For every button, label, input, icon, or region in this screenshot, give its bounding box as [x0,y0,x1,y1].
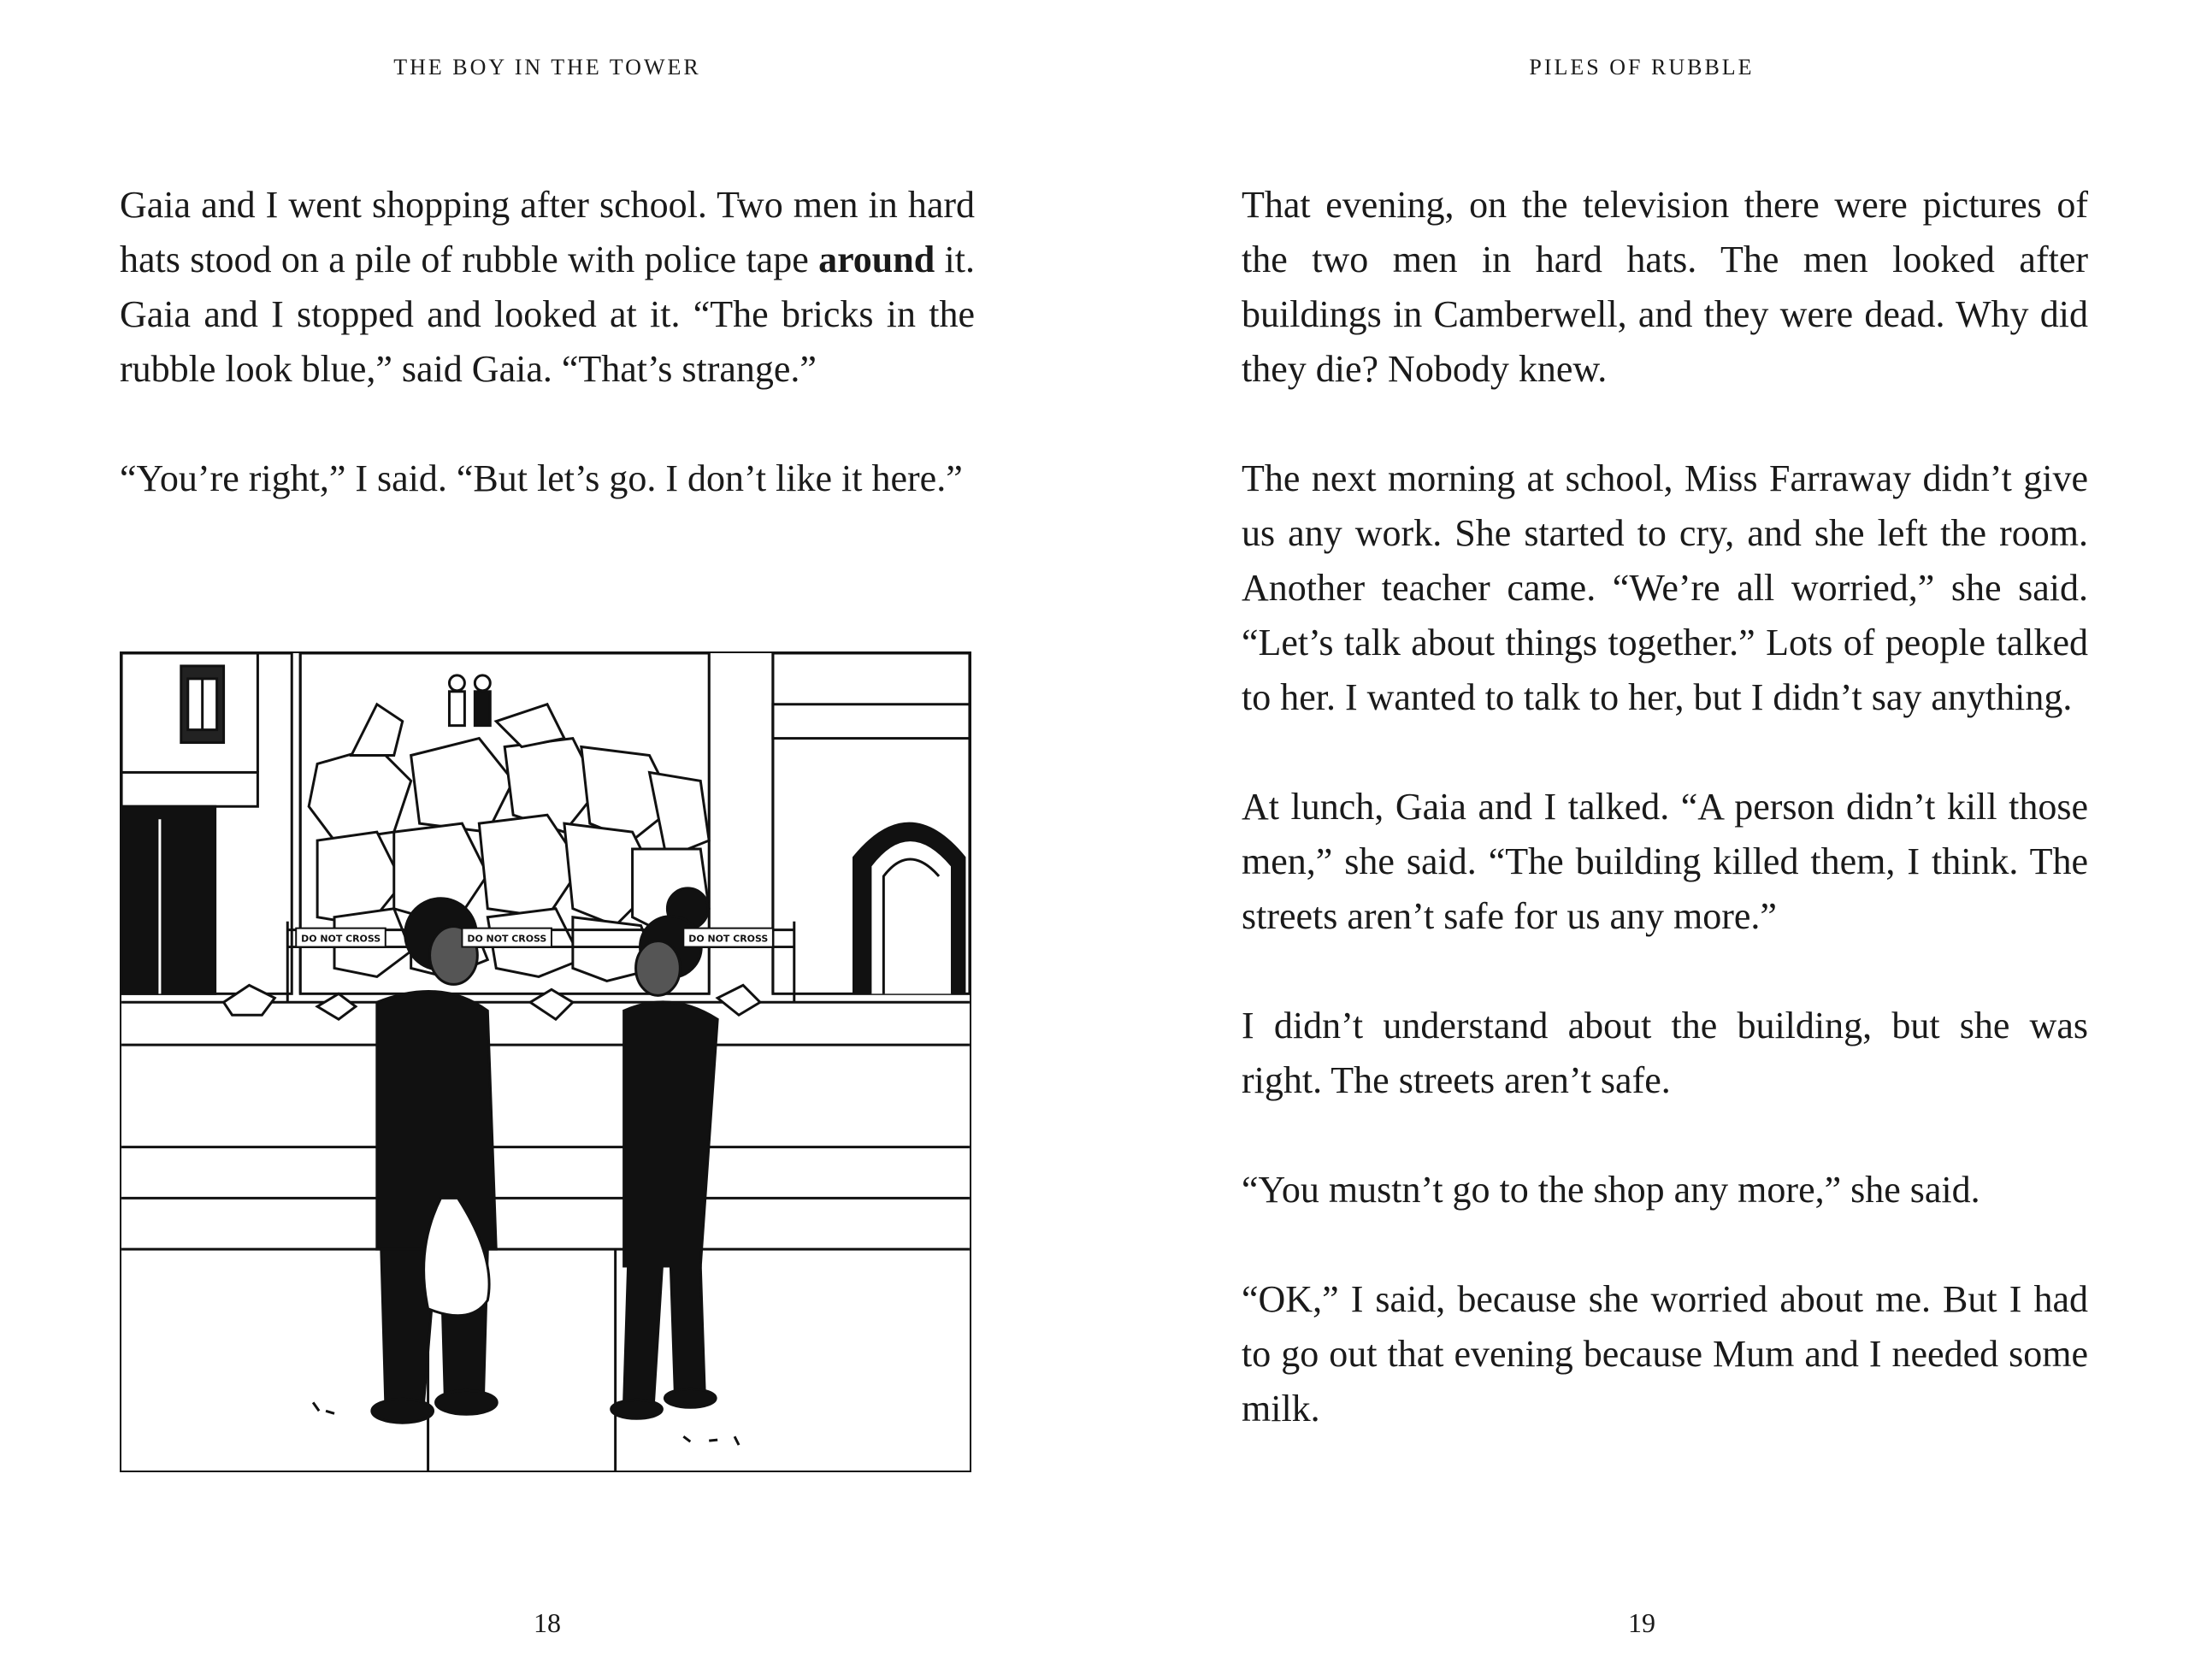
paragraph-1-part-2: it. Gaia and I stopped and looked at it. “The bricks in the rubble look blue,” said Gaia. “That’s strange.” [120,239,975,390]
paragraph-8: “OK,” I said, because she worried about me. But I had to go out that evening because Mum and I needed some milk. [1242,1278,2088,1429]
running-head-right: PILES OF RUBBLE [1529,55,1755,80]
paragraph-4: The next morning at school, Miss Farraway didn’t give us any work. She started to cry, and she left the room. Another teacher came. “We’re all worried,” she said. “Let’s talk about things together.” Lots of people talked to her. I wanted to talk to her, but I didn’t say anything. [1242,457,2088,718]
illustration-svg [121,653,970,1471]
page-number-right: 19 [1628,1607,1655,1638]
tape-label-1: DO NOT CROSS [301,933,381,945]
paragraph-2: “You’re right,” I said. “But let’s go. I don’t like it here.” [120,457,963,499]
paragraph-6: I didn’t understand about the building, but she was right. The streets aren’t safe. [1242,1005,2088,1101]
paragraph-7: “You mustn’t go to the shop any more,” she said. [1242,1169,1980,1211]
bold-word: around [818,239,935,280]
paragraph-3: That evening, on the television there were pictures of the two men in hard hats. The men looked after buildings in Camberwell, and they were dead. Why did they die? Nobody knew. [1242,184,2088,390]
right-text-block [1242,178,2088,1491]
paragraph-1-part-1: Gaia and I went shopping after school. Two men in hard hats stood on a pile of rubble with police tape [120,184,975,280]
tape-label-2: DO NOT CROSS [467,933,547,945]
running-head-left: THE BOY IN THE TOWER [393,55,701,80]
page-number-left: 18 [534,1607,561,1638]
police-tape-labels [296,928,773,947]
illustration-rubble-scene [120,651,971,1472]
left-page [0,0,1094,1680]
tape-label-3: DO NOT CROSS [688,933,769,945]
left-text-block [120,178,975,561]
paragraph-1 [120,178,975,397]
paragraph-5: At lunch, Gaia and I talked. “A person didn’t kill those men,” she said. “The building killed them, I think. The streets aren’t safe for us any more.” [1242,786,2088,937]
